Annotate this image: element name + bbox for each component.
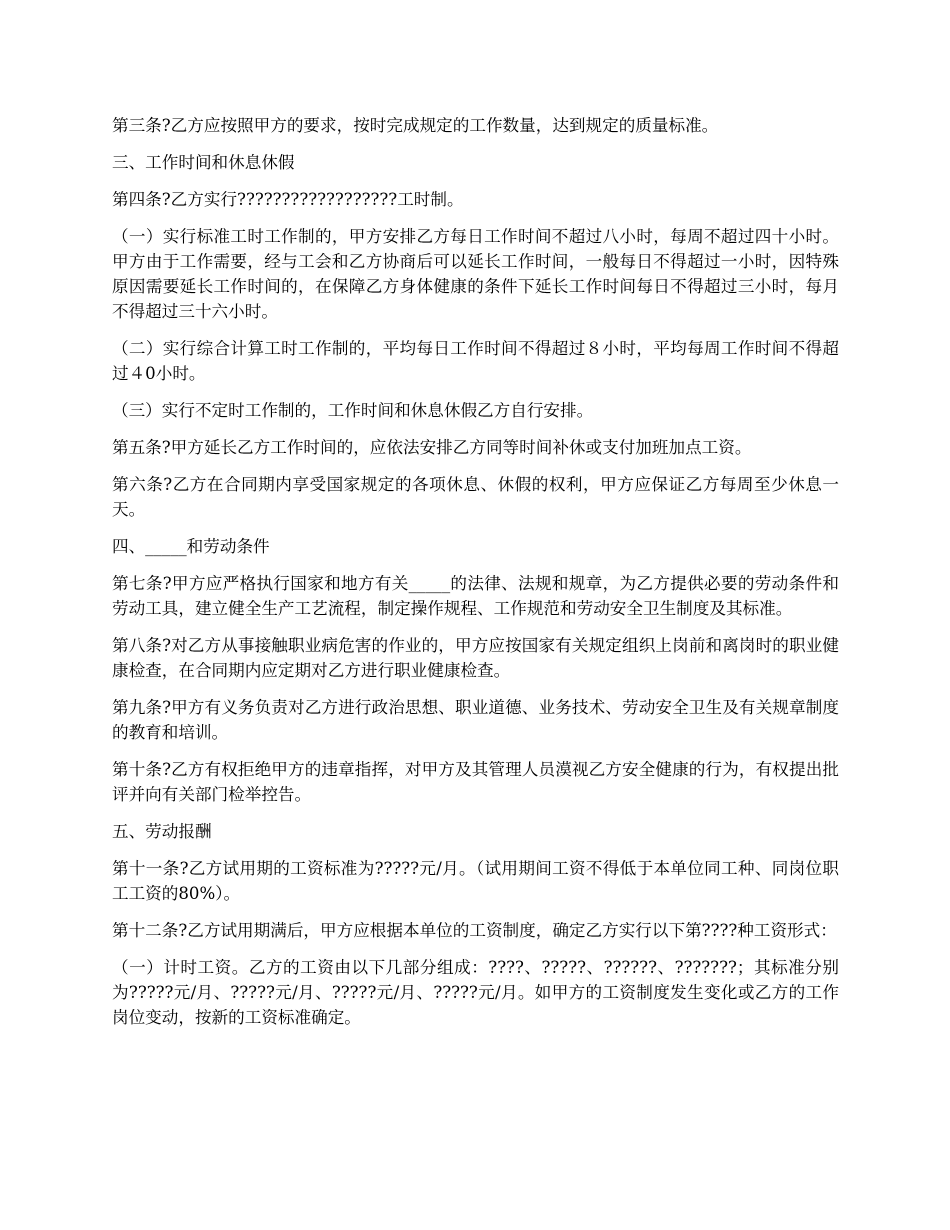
document-body — [112, 113, 839, 1042]
section-heading-working-hours: 三、工作时间和休息休假 — [112, 153, 295, 172]
paragraph-article-8: 第八条?对乙方从事接触职业病危害的作业的，甲方应按国家有关规定组织上岗前和离岗时的职业健康检查，在合同期内应定期对乙方进行职业健康检查。 — [112, 636, 839, 680]
paragraph-article-4: 第四条?乙方实行??????????????????工时制。 — [112, 190, 464, 209]
paragraph-article-6: 第六条?乙方在合同期内享受国家规定的各项休息、休假的权利，甲方应保证乙方每周至少休息一天。 — [112, 475, 839, 519]
paragraph-article-5: 第五条?甲方延长乙方工作时间的，应依法安排乙方同等时间补休或支付加班加点工资。 — [112, 438, 752, 457]
section-heading-remuneration: 五、劳动报酬 — [112, 822, 212, 841]
paragraph-article-10: 第十条?乙方有权拒绝甲方的违章指挥，对甲方及其管理人员漠视乙方安全健康的行为，有权提出批评并向有关部门检举控告。 — [112, 760, 839, 804]
paragraph-article-9: 第九条?甲方有义务负责对乙方进行政治思想、职业道德、业务技术、劳动安全卫生及有关规章制度的教育和培训。 — [112, 698, 839, 742]
paragraph-time-wage: （一）计时工资。乙方的工资由以下几部分组成：????、?????、??????、???????；其标准分别为?????元/月、?????元/月、?????元/月、?????元/月。如甲方的工资制度发生变化或乙方的工作岗位变动，按新的工资标准确定。 — [112, 958, 839, 1027]
paragraph-flexible-hours: （三）实行不定时工作制的，工作时间和休息休假乙方自行安排。 — [112, 401, 594, 420]
paragraph-comprehensive-hours: （二）实行综合计算工时工作制的，平均每日工作时间不得超过８小时，平均每周工作时间不得超过４0小时。 — [112, 339, 839, 383]
paragraph-standard-hours: （一）实行标准工时工作制的，甲方安排乙方每日工作时间不超过八小时，每周不超过四十小时。甲方由于工作需要，经与工会和乙方协商后可以延长工作时间，一般每日不得超过一小时，因特殊原因需要延长工作时间的，在保障乙方身体健康的条件下延长工作时间每日不得超过三小时，每月不得超过三十六小时。 — [112, 227, 839, 321]
paragraph-article-3: 第三条?乙方应按照甲方的要求，按时完成规定的工作数量，达到规定的质量标准。 — [112, 116, 719, 135]
paragraph-article-12: 第十二条?乙方试用期满后，甲方应根据本单位的工资制度，确定乙方实行以下第????种工资形式： — [112, 921, 837, 940]
paragraph-article-11: 第十一条?乙方试用期的工资标准为?????元/月。（试用期间工资不得低于本单位同工种、同岗位职工工资的80%）。 — [112, 859, 839, 903]
section-heading-labor-conditions: 四、_____和劳动条件 — [112, 537, 270, 556]
paragraph-article-7: 第七条?甲方应严格执行国家和地方有关_____的法律、法规和规章，为乙方提供必要的劳动条件和劳动工具，建立健全生产工艺流程，制定操作规程、工作规范和劳动安全卫生制度及其标准。 — [112, 574, 839, 618]
